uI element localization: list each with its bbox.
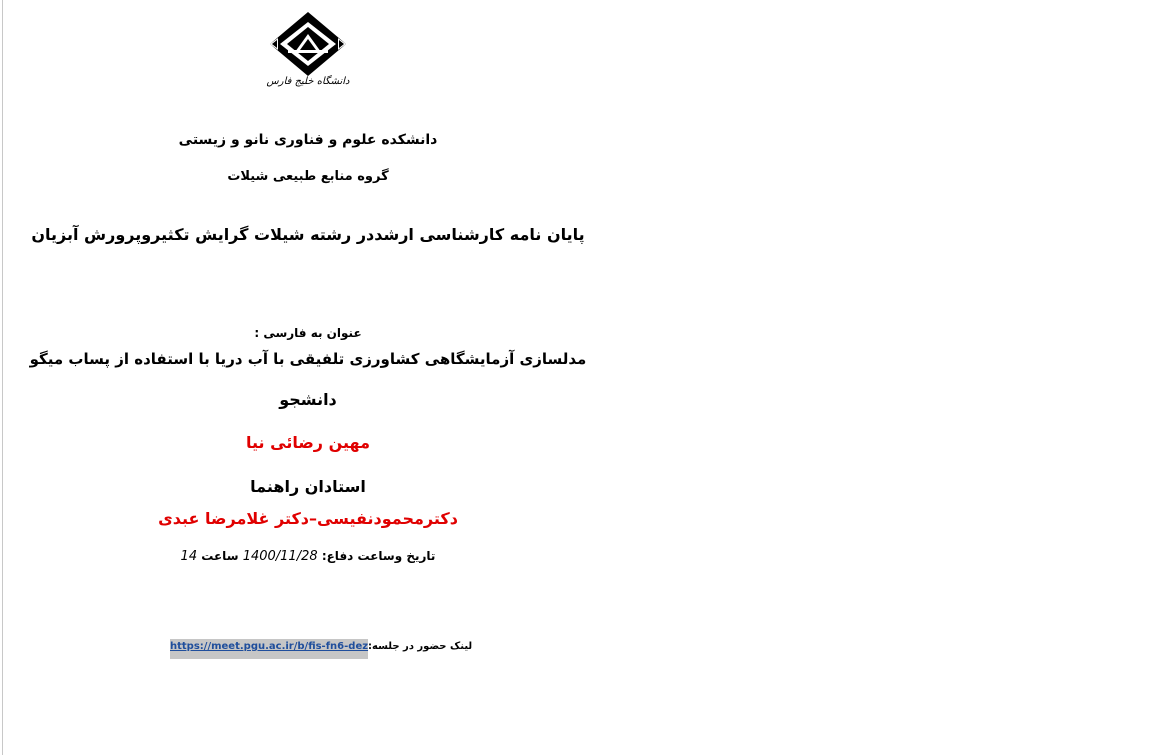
defense-date: 1400/11/28 bbox=[242, 549, 318, 564]
session-link-label: لینک حضور در جلسه: bbox=[368, 641, 473, 652]
department-name: گروه منابع طبیعی شیلات bbox=[227, 169, 389, 184]
student-heading: دانشجو bbox=[279, 390, 337, 409]
student-name: مهین رضائی نیا bbox=[246, 433, 370, 452]
session-link[interactable]: https://meet.pgu.ac.ir/b/fis-fn6-dez bbox=[170, 639, 368, 659]
defense-label: تاریخ وساعت دفاع: bbox=[321, 549, 436, 563]
advisors-names: دکترمحمودنفیسی–دکتر غلامرضا عبدی bbox=[158, 509, 458, 528]
defense-datetime bbox=[0, 549, 616, 564]
defense-time-label: ساعت bbox=[201, 549, 239, 563]
defense-time: 14 bbox=[180, 549, 198, 564]
faculty-name: دانشکده علوم و فناوری نانو و زیستی bbox=[178, 132, 438, 148]
advisors-heading: استادان راهنما bbox=[250, 477, 366, 496]
session-link-row bbox=[170, 639, 472, 663]
university-logo bbox=[266, 10, 350, 96]
thesis-type-line: پایان نامه کارشناسی ارشددر رشته شیلات گرایش تکثیروپرورش آبزیان bbox=[31, 225, 585, 244]
thesis-title: مدلسازی آزمایشگاهی کشاورزی تلفیقی با آب دریا با استفاده از پساب میگو bbox=[29, 350, 587, 368]
title-label: عنوان به فارسی : bbox=[254, 326, 362, 340]
logo-caption: دانشگاه خلیج فارس bbox=[266, 76, 350, 87]
page-left-edge bbox=[2, 0, 3, 755]
